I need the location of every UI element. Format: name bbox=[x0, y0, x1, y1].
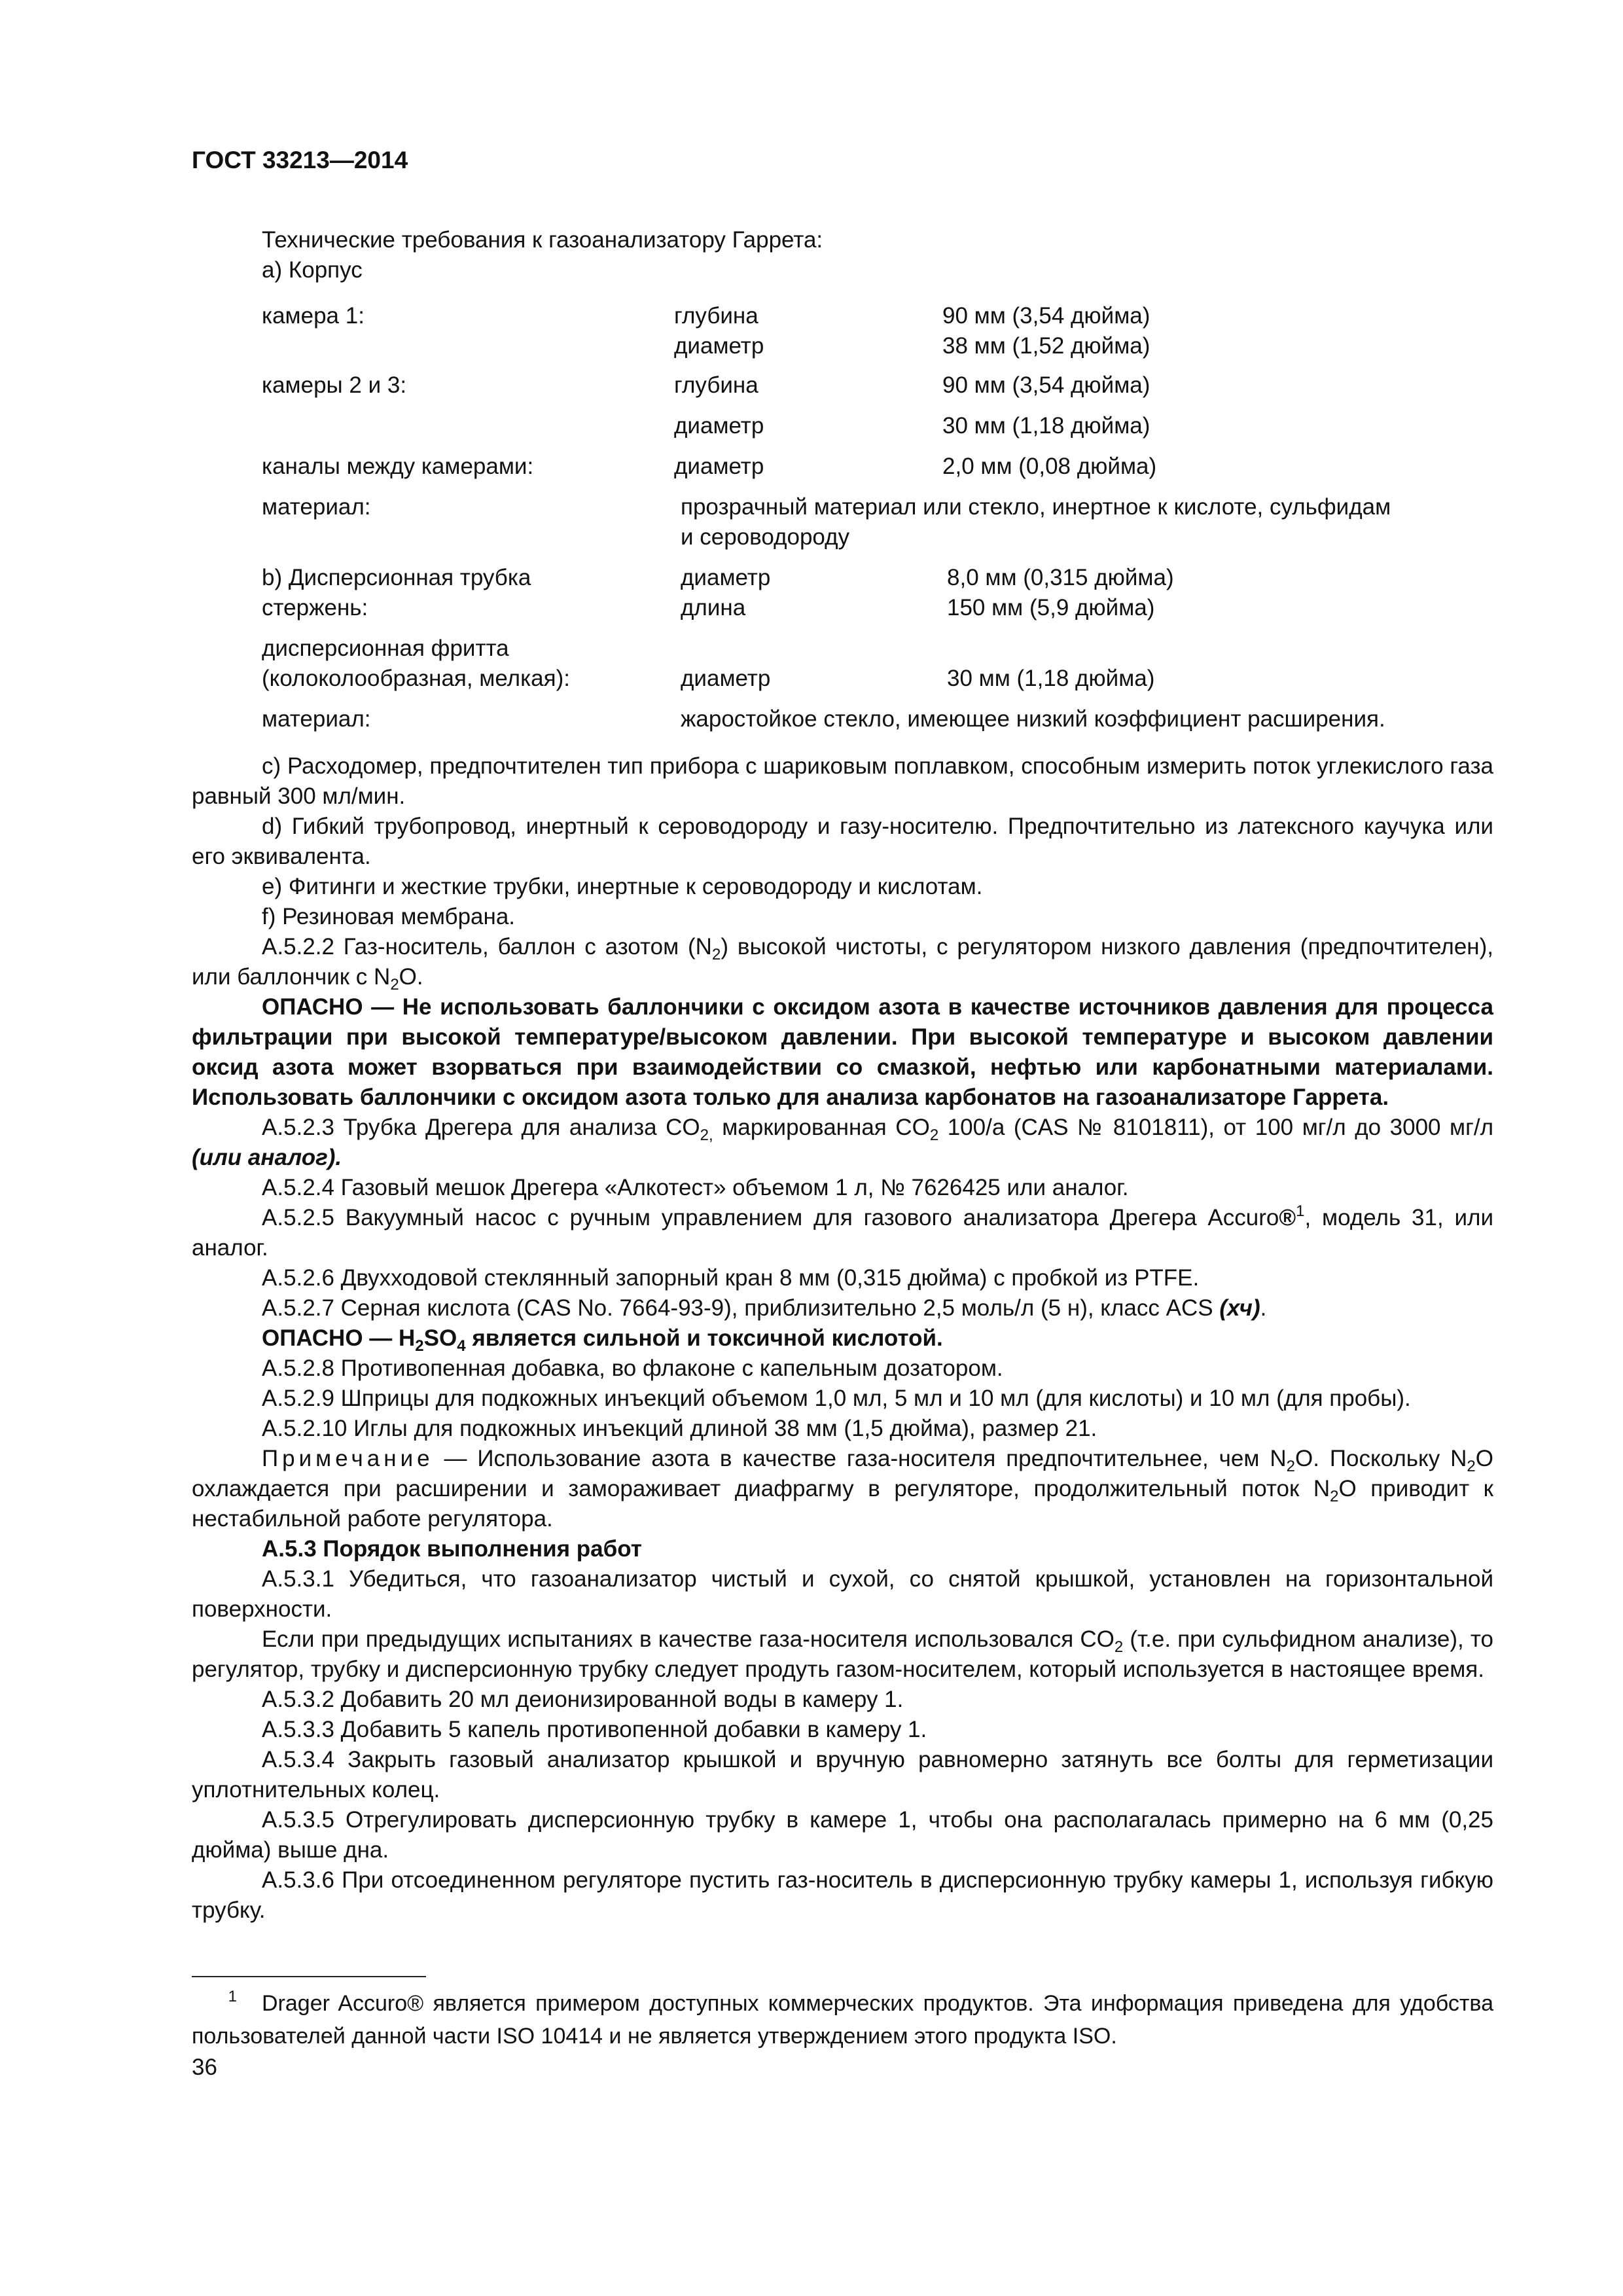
paragraph: A.5.2.4 Газовый мешок Дрегера «Алкотест» объемом 1 л, № 7626425 или аналог. bbox=[262, 1175, 1129, 1200]
text-run: — Использование азота в качестве газа-носителя предпочтительнее, чем N bbox=[433, 1446, 1287, 1471]
spec-row bbox=[262, 492, 1505, 563]
spec-label: дисперсионная фритта bbox=[262, 636, 509, 661]
intro-subheading: a) Корпус bbox=[262, 257, 363, 283]
spec-parameter: длина bbox=[681, 595, 746, 620]
footnote-separator bbox=[192, 1976, 426, 1977]
subscript: 2 bbox=[390, 976, 399, 994]
spec-label: стержень: bbox=[262, 595, 368, 620]
page-number: 36 bbox=[192, 2054, 217, 2080]
spec-parameter: глубина bbox=[674, 372, 758, 398]
spec-parameter: диаметр bbox=[674, 333, 764, 359]
spec-value: 38 мм (1,52 дюйма) bbox=[942, 333, 1150, 359]
subscript: 4 bbox=[457, 1337, 466, 1355]
note-paragraph bbox=[192, 1444, 1493, 1534]
subscript: 2 bbox=[1114, 1638, 1124, 1656]
spec-label: камеры 2 и 3: bbox=[262, 372, 407, 398]
emphasis: (или аналог). bbox=[192, 1145, 342, 1170]
registered-mark: ® bbox=[1279, 1205, 1296, 1230]
spec-row bbox=[262, 664, 1505, 704]
text-run: является сильной и токсичной кислотой. bbox=[465, 1325, 943, 1351]
spec-row bbox=[262, 704, 1505, 734]
paragraph: e) Фитинги и жесткие трубки, инертные к сероводороду и кислотам. bbox=[262, 874, 983, 899]
paragraph: A.5.2.8 Противопенная добавка, во флаконе с капельным дозатором. bbox=[262, 1355, 1003, 1381]
spec-row bbox=[262, 331, 1505, 370]
text-run: A.5.2.7 Серная кислота (CAS No. 7664-93-9), приблизительно 2,5 моль/л (5 н), класс ACS bbox=[262, 1295, 1220, 1321]
text-run: A.5.2.2 Газ-носитель, баллон с азотом (N bbox=[262, 934, 712, 960]
spec-value: 90 мм (3,54 дюйма) bbox=[942, 303, 1150, 329]
spec-row bbox=[262, 634, 1505, 664]
spec-value: 30 мм (1,18 дюйма) bbox=[947, 666, 1155, 691]
paragraph bbox=[192, 1203, 1493, 1263]
subscript: 2 bbox=[1467, 1458, 1476, 1475]
spec-intro bbox=[262, 225, 823, 285]
spec-label: камера 1: bbox=[262, 303, 365, 329]
paragraph: f) Резиновая мембрана. bbox=[262, 904, 516, 929]
paragraph bbox=[192, 932, 1493, 992]
spec-table bbox=[262, 301, 1505, 734]
emphasis: (хч) bbox=[1219, 1295, 1260, 1321]
paragraph bbox=[192, 1624, 1493, 1685]
text-run: O приводит к нестабильной работе регулятора. bbox=[192, 1476, 1493, 1532]
text-run: ) высокой чистоты, с регулятором низкого давления (предпочтителен), или баллончик с N bbox=[192, 934, 1493, 990]
subscript: 2 bbox=[711, 946, 721, 963]
subscript: 2 bbox=[415, 1337, 424, 1355]
text-run: . bbox=[1260, 1295, 1267, 1321]
text-run: (т.е. при сульфидном анализе), то регулятор, трубку и дисперсионную трубку следует продуть газом-носителем, который используется в настоящее время. bbox=[192, 1626, 1493, 1682]
text-run: Если при предыдущих испытаниях в качестве газа-носителя использовался CO bbox=[262, 1626, 1115, 1652]
paragraph: A.5.2.6 Двухходовой стеклянный запорный кран 8 мм (0,315 дюйма) с пробкой из PTFE. bbox=[262, 1265, 1200, 1291]
paragraph: A.5.3.5 Отрегулировать дисперсионную трубку в камере 1, чтобы она располагалась примерно на 6 мм (0,25 дюйма) выше дна. bbox=[192, 1807, 1493, 1863]
spec-parameter: диаметр bbox=[681, 666, 771, 691]
spec-parameter: диаметр bbox=[674, 454, 764, 479]
footnote bbox=[192, 1988, 1493, 2051]
paragraph: c) Расходомер, предпочтителен тип прибора с шариковым поплавком, способным измерить поток углекислого газа равный 300 мл/мин. bbox=[192, 753, 1493, 809]
warning-paragraph bbox=[192, 1323, 1493, 1354]
spec-row bbox=[262, 452, 1505, 492]
text-run: ОПАСНО — H bbox=[262, 1325, 416, 1351]
paragraph: A.5.3.6 При отсоединенном регуляторе пустить газ-носитель в дисперсионную трубку камеры 1, используя гибкую трубку. bbox=[192, 1867, 1493, 1923]
text-run: O. Поскольку N bbox=[1295, 1446, 1467, 1471]
spec-value: 2,0 мм (0,08 дюйма) bbox=[942, 454, 1157, 479]
spec-label: (колоколообразная, мелкая): bbox=[262, 666, 570, 691]
paragraph bbox=[192, 1113, 1493, 1173]
spec-label: материал: bbox=[262, 494, 371, 520]
text-run: O охлаждается при расширении и замораживает диафрагму в регуляторе, продолжительный поток N bbox=[192, 1446, 1494, 1501]
spec-text-line: и сероводороду bbox=[681, 524, 850, 550]
subscript: 2 bbox=[929, 1126, 939, 1144]
subscript: 2 bbox=[1286, 1458, 1295, 1475]
spec-value: 30 мм (1,18 дюйма) bbox=[942, 413, 1150, 439]
footnote-number: 1 bbox=[228, 1988, 237, 2005]
spec-row bbox=[262, 301, 1505, 331]
paragraph: A.5.3.1 Убедиться, что газоанализатор чистый и сухой, со снятой крышкой, установлен на горизонтальной поверхности. bbox=[192, 1566, 1493, 1622]
spec-value: 8,0 мм (0,315 дюйма) bbox=[947, 565, 1174, 590]
spec-parameter: глубина bbox=[674, 303, 758, 329]
subscript: 2, bbox=[700, 1126, 713, 1144]
note-label: Примечание bbox=[262, 1446, 434, 1471]
document-header: ГОСТ 33213—2014 bbox=[192, 147, 408, 173]
paragraph: A.5.3.2 Добавить 20 мл деионизированной воды в камеру 1. bbox=[262, 1687, 904, 1712]
intro-line: Технические требования к газоанализатору Гаррета: bbox=[262, 227, 823, 253]
spec-row bbox=[262, 563, 1505, 593]
spec-row bbox=[262, 593, 1505, 634]
spec-value: 150 мм (5,9 дюйма) bbox=[947, 595, 1155, 620]
footnote-reference: 1 bbox=[1296, 1202, 1305, 1220]
footnote-text: Drager Accuro® является примером доступных коммерческих продуктов. Эта информация приведена для удобства пользователей данной части ISO 10414 и не является утверждением этого продукта ISO. bbox=[192, 1991, 1493, 2049]
spec-material-text: жаростойкое стекло, имеющее низкий коэффициент расширения. bbox=[681, 706, 1385, 732]
paragraph: d) Гибкий трубопровод, инертный к сероводороду и газу-носителю. Предпочтительно из латексного каучука или его эквивалента. bbox=[192, 814, 1493, 869]
paragraph: A.5.3.4 Закрыть газовый анализатор крышкой и вручную равномерно затянуть все болты для герметизации уплотнительных колец. bbox=[192, 1747, 1493, 1803]
paragraph: A.5.2.9 Шприцы для подкожных инъекций объемом 1,0 мл, 5 мл и 10 мл (для кислоты) и 10 мл (для пробы). bbox=[262, 1386, 1411, 1411]
text-run: A.5.2.5 Вакуумный насос с ручным управлением для газового анализатора Дрегера Accuro bbox=[262, 1205, 1279, 1230]
text-run: маркированная CO bbox=[713, 1115, 930, 1140]
paragraph: A.5.2.10 Иглы для подкожных инъекций длиной 38 мм (1,5 дюйма), размер 21. bbox=[262, 1416, 1097, 1441]
spec-value: 90 мм (3,54 дюйма) bbox=[942, 372, 1150, 398]
spec-parameter: диаметр bbox=[674, 413, 764, 439]
warning-paragraph: ОПАСНО — Не использовать баллончики с оксидом азота в качестве источников давления для процесса фильтрации при высокой температуре/высоком давлении. При высокой температуре и высоком давлении оксид азота может взорваться при взаимодействии со смазкой, нефтью или карбонатными материалами. Использовать баллончики с оксидом азота только для анализа карбонатов на газоанализаторе Гаррета. bbox=[192, 994, 1493, 1110]
spec-material-text bbox=[681, 492, 1466, 552]
spec-label: каналы между камерами: bbox=[262, 454, 534, 479]
section-heading: A.5.3 Порядок выполнения работ bbox=[262, 1536, 642, 1562]
text-run: A.5.2.3 Трубка Дрегера для анализа CO bbox=[262, 1115, 700, 1140]
text-run: SO bbox=[423, 1325, 457, 1351]
text-run: 100/a (CAS № 8101811), от 100 мг/л до 3000 мг/л bbox=[938, 1115, 1494, 1140]
spec-row bbox=[262, 411, 1505, 452]
spec-label: материал: bbox=[262, 706, 371, 732]
footnote-mark bbox=[192, 1988, 262, 2021]
text-run: O. bbox=[399, 964, 423, 990]
text-run: , модель 31, или аналог. bbox=[192, 1205, 1494, 1261]
subscript: 2 bbox=[1330, 1488, 1339, 1505]
spec-row bbox=[262, 370, 1505, 411]
spec-text-line: прозрачный материал или стекло, инертное к кислоте, сульфидам bbox=[681, 494, 1391, 520]
spec-label: b) Дисперсионная трубка bbox=[262, 565, 531, 590]
paragraph bbox=[192, 1293, 1493, 1323]
spec-parameter: диаметр bbox=[681, 565, 771, 590]
paragraph: A.5.3.3 Добавить 5 капель противопенной добавки в камеру 1. bbox=[262, 1717, 927, 1742]
body-text bbox=[192, 751, 1493, 1926]
